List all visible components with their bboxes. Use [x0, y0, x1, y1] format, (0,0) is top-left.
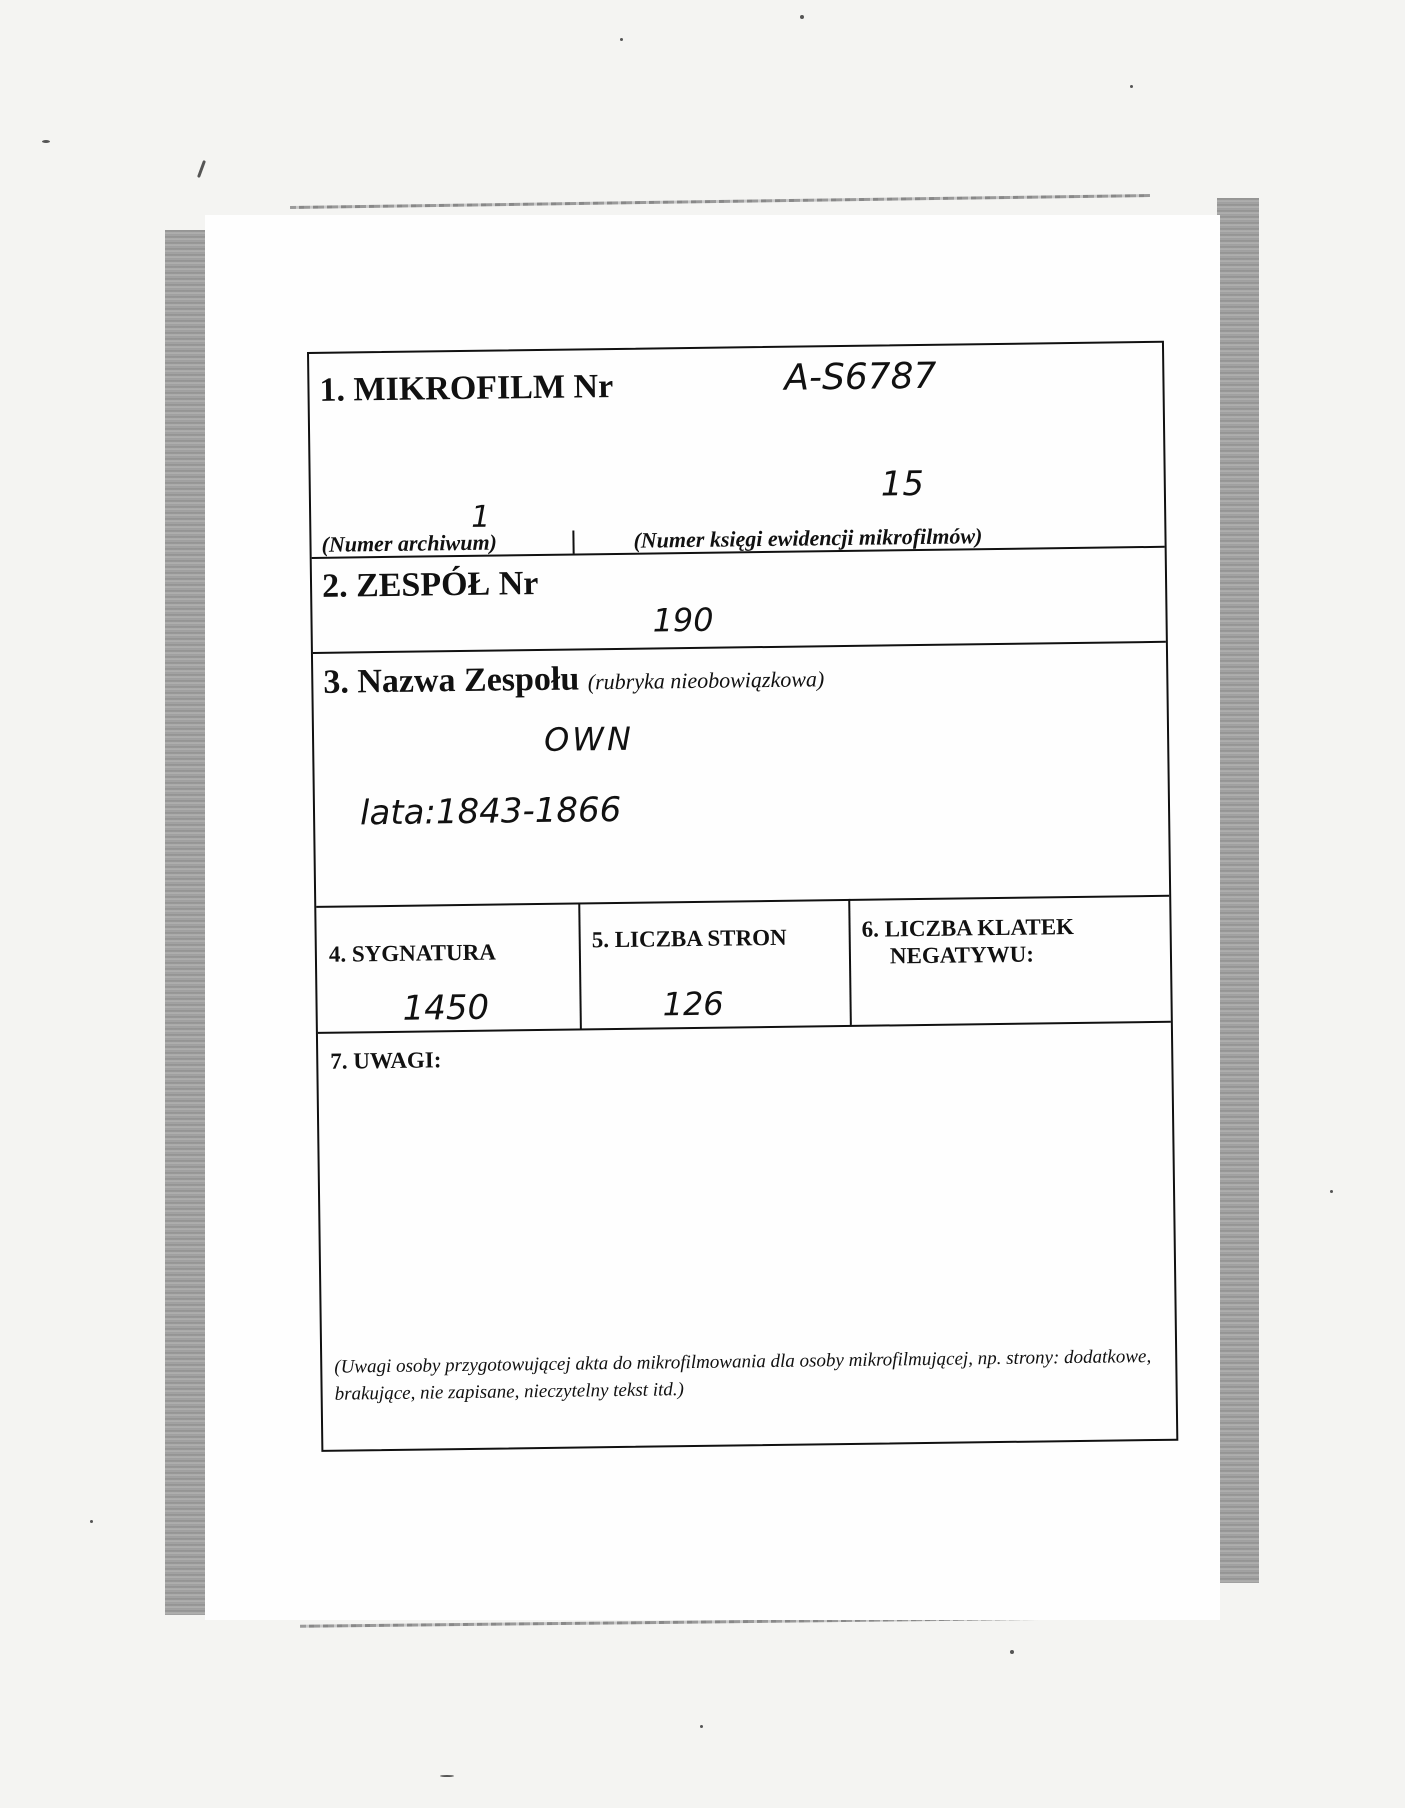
top-edge-line	[290, 194, 1150, 209]
speck	[1330, 1190, 1333, 1193]
speck	[440, 1775, 454, 1777]
speck	[197, 160, 206, 178]
caption-divider	[572, 531, 574, 554]
page-count-label: 5. LICZBA STRON	[591, 924, 787, 953]
microfilm-number-label: 1. MIKROFILM Nr	[319, 367, 614, 409]
speck	[620, 38, 623, 41]
archive-number-caption: (Numer archiwum)	[321, 529, 498, 557]
speck	[42, 140, 50, 143]
row-divider	[313, 641, 1166, 654]
signature-handwritten: 1450	[402, 987, 490, 1029]
speck	[1130, 85, 1133, 88]
fonds-name-label	[323, 657, 824, 702]
register-number-caption: (Numer księgi ewidencji mikrofilmów)	[633, 523, 983, 553]
fonds-number-label: 2. ZESPÓŁ Nr	[321, 564, 539, 605]
fonds-years-handwritten: lata:1843-1866	[359, 789, 622, 834]
negative-frames-label-2: NEGATYWU:	[889, 941, 1035, 969]
speck	[90, 1520, 93, 1523]
negative-frames-label-1: 6. LICZBA KLATEK	[861, 914, 1075, 942]
archive-number-handwritten: 1	[470, 499, 491, 535]
right-shadow-strip	[1217, 198, 1259, 1583]
speck	[700, 1725, 703, 1728]
remarks-label: 7. UWAGI:	[330, 1047, 442, 1074]
microfilm-number-handwritten: A-S6787	[784, 355, 937, 399]
column-divider	[578, 902, 582, 1028]
remarks-note: (Uwagi osoby przygotowującej akta do mikrofilmowania dla osoby mikrofilmującej, np. strony: dodatkowe, brakujące, nie zapisane, nieczytelny tekst itd.)	[334, 1346, 1152, 1405]
fonds-name-hint: (rubryka nieobowiązkowa)	[587, 666, 825, 695]
microfilm-form-card	[307, 341, 1178, 1452]
row-divider	[316, 895, 1169, 908]
fonds-number-handwritten: 190	[652, 600, 714, 640]
page-count-handwritten: 126	[662, 984, 724, 1024]
fonds-name-label-text: 3. Nazwa Zespołu	[323, 660, 580, 701]
speck	[1010, 1650, 1014, 1654]
speck	[800, 15, 804, 19]
fonds-name-handwritten: OWN	[543, 719, 635, 759]
register-number-handwritten: 15	[880, 463, 925, 505]
column-divider	[848, 899, 852, 1025]
signature-label: 4. SYGNATURA	[328, 939, 497, 967]
